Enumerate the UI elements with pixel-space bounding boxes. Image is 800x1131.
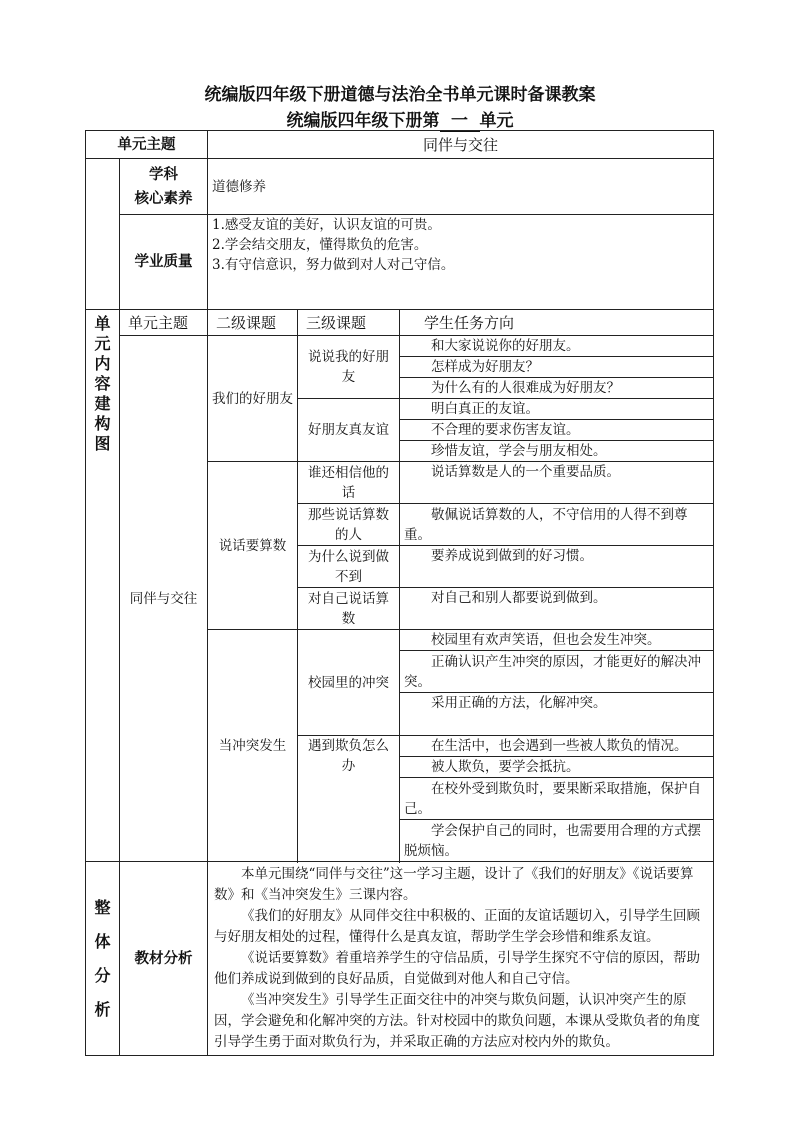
lesson-title: 当冲突发生 <box>208 630 298 862</box>
quality-label: 学业质量 <box>120 215 208 310</box>
task-item: 学会保护自己的同时，也需要用合理的方式摆脱烦恼。 <box>400 820 714 862</box>
subtitle-suffix: 单元 <box>479 111 514 131</box>
sub-topic: 谁还相信他的话 <box>298 462 400 504</box>
task-item: 和大家说说你的好朋友。 <box>400 336 714 357</box>
document-title: 统编版四年级下册道德与法治全书单元课时备课教案 <box>204 85 596 105</box>
task-item: 要养成说到做到的好习惯。 <box>400 546 714 588</box>
unit-number: 一 <box>440 106 480 132</box>
analysis-paragraph: 《说话要算数》着重培养学生的守信品质，引导学生探究不守信的原因，帮助他们养成说到做到的良好品质，自觉做到对他人和自己守信。 <box>214 950 700 987</box>
task-item: 明白真正的友谊。 <box>400 399 714 420</box>
document-subtitle <box>0 106 800 132</box>
sub-topic: 那些说话算数的人 <box>298 504 400 546</box>
analysis-paragraph: 本单元围绕“同伴与交往”这一学习主题，设计了《我们的好朋友》《说话要算数》和《当冲突发生》三课内容。 <box>214 866 694 903</box>
analysis-paragraph: 《我们的好朋友》从同伴交往中积极的、正面的友谊话题切入，引导学生回顾与好朋友相处的过程，懂得什么是真友谊，帮助学生学会珍惜和维系友谊。 <box>214 908 700 945</box>
task-item: 为什么有的人很难成为好朋友？ <box>400 378 714 399</box>
sub-topic: 遇到欺负怎么办 <box>298 736 400 862</box>
core-literacy-value: 道德修养 <box>208 159 714 215</box>
unit-theme-label: 单元主题 <box>86 131 208 159</box>
sub-topic: 对自己说话算数 <box>298 588 400 630</box>
empty-task-cell <box>400 714 714 736</box>
quality-item: 1.感受友谊的美好，认识友谊的可贵。 <box>212 217 441 233</box>
task-item: 怎样成为好朋友？ <box>400 357 714 378</box>
task-item: 说话算数是人的一个重要品质。 <box>400 462 714 504</box>
material-analysis-text <box>208 862 714 1056</box>
subtitle-prefix: 统编版四年级下册第 <box>286 111 440 131</box>
task-item: 采用正确的方法，化解冲突。 <box>400 693 714 714</box>
sub-topic: 说说我的好朋友 <box>298 336 400 399</box>
unit-theme-value: 同伴与交往 <box>208 131 714 159</box>
core-literacy-label-line1: 学科 <box>149 166 178 183</box>
task-item: 正确认识产生冲突的原因，才能更好的解决冲突。 <box>400 651 714 693</box>
analysis-vertical-label: 整 体 分 析 <box>86 862 120 1056</box>
lesson-plan-table <box>85 130 714 1056</box>
task-item: 敬佩说话算数的人，不守信用的人得不到尊重。 <box>400 504 714 546</box>
task-item: 被人欺负，要学会抵抗。 <box>400 757 714 778</box>
empty-side-cell <box>86 159 120 310</box>
core-literacy-label-line2: 核心素养 <box>134 190 193 207</box>
analysis-paragraph: 《当冲突发生》引导学生正面交往中的冲突与欺负问题，认识冲突产生的原因，学会避免和化解冲突的方法。针对校园中的欺负问题，本课从受欺负者的角度引导学生勇于面对欺负行为，并采取正确的方法应对校内外的欺负。 <box>214 992 700 1050</box>
quality-items <box>208 215 714 310</box>
header-unit-theme: 单元主题 <box>120 310 208 336</box>
lesson-title: 说话要算数 <box>208 462 298 630</box>
construct-theme-value: 同伴与交往 <box>120 336 208 862</box>
task-item: 在生活中，也会遇到一些被人欺负的情况。 <box>400 736 714 757</box>
quality-item: 3.有守信意识，努力做到对人对己守信。 <box>212 257 455 273</box>
quality-item: 2.学会结交朋友，懂得欺负的危害。 <box>212 237 428 253</box>
header-third-level: 三级课题 <box>298 310 400 336</box>
task-item: 不合理的要求伤害友谊。 <box>400 420 714 441</box>
sub-topic: 校园里的冲突 <box>298 630 400 736</box>
sub-topic: 好朋友真友谊 <box>298 399 400 462</box>
header-student-task: 学生任务方向 <box>400 310 714 336</box>
task-item: 在校外受到欺负时，要果断采取措施，保护自己。 <box>400 778 714 820</box>
construct-vertical-label: 单 元 内 容 建 构 图 <box>86 310 120 862</box>
core-literacy-label <box>120 159 208 215</box>
task-item: 珍惜友谊，学会与朋友相处。 <box>400 441 714 462</box>
material-analysis-label: 教材分析 <box>120 862 208 1056</box>
header-second-level: 二级课题 <box>208 310 298 336</box>
sub-topic: 为什么说到做不到 <box>298 546 400 588</box>
task-item: 校园里有欢声笑语，但也会发生冲突。 <box>400 630 714 651</box>
lesson-title: 我们的好朋友 <box>208 336 298 462</box>
task-item: 对自己和别人都要说到做到。 <box>400 588 714 630</box>
